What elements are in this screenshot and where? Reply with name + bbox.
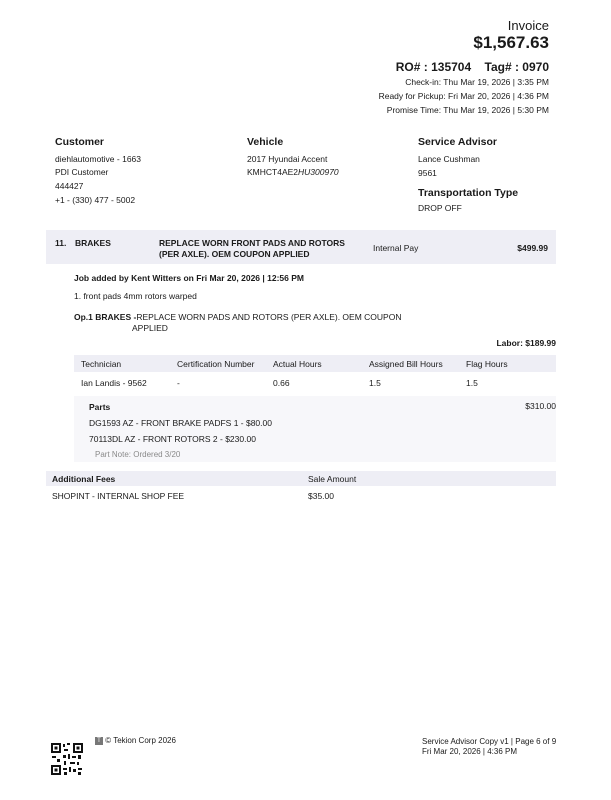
job-category: BRAKES (75, 238, 111, 248)
operation-line (74, 312, 414, 334)
col-flag-hours: Flag Hours (466, 359, 508, 369)
op-desc-line2: APPLIED (132, 323, 168, 333)
job-description-line1: REPLACE WORN FRONT PADS AND ROTORS (159, 238, 345, 248)
customer-phone: +1 - (330) 477 - 5002 (55, 194, 136, 205)
cell-flag-hours: 1.5 (466, 378, 478, 388)
labor-amount: Labor: $189.99 (496, 338, 556, 348)
promise-time: Promise Time: Thu Mar 19, 2026 | 5:30 PM (386, 105, 549, 115)
checkin-time: Check-in: Thu Mar 19, 2026 | 3:35 PM (405, 77, 549, 87)
invoice-total: $1,567.63 (473, 33, 549, 52)
parts-heading: Parts (89, 402, 111, 412)
col-technician: Technician (81, 359, 122, 369)
table-row (74, 374, 556, 390)
customer-id: 444427 (55, 181, 84, 191)
vehicle-model: 2017 Hyundai Accent (247, 154, 328, 164)
footer-copyright (95, 736, 176, 745)
advisor-section (418, 136, 518, 215)
col-assigned-bill-hours: Assigned Bill Hours (369, 359, 443, 369)
fees-heading: Additional Fees (52, 474, 116, 484)
job-description-line2: (PER AXLE). OEM COUPON APPLIED (159, 249, 310, 259)
op-label: Op.1 BRAKES - (74, 312, 137, 322)
vehicle-section (247, 136, 339, 178)
fees-amount-heading: Sale Amount (308, 474, 357, 484)
fee-name: SHOPINT - INTERNAL SHOP FEE (52, 491, 185, 501)
job-amount: $499.99 (517, 243, 548, 253)
transport-heading: Transportation Type (418, 187, 519, 199)
ro-number: 135704 (431, 60, 472, 74)
col-actual-hours: Actual Hours (273, 359, 322, 369)
job-description (159, 238, 345, 260)
op-desc-line1: REPLACE WORN PADS AND ROTORS (PER AXLE). OEM COUPON (136, 312, 402, 322)
customer-type: PDI Customer (55, 166, 109, 177)
ro-tag-line (396, 60, 549, 74)
fees-header (46, 471, 556, 486)
customer-section (55, 136, 141, 206)
ro-label: RO# : (395, 60, 428, 74)
advisor-heading: Service Advisor (418, 136, 497, 148)
advisor-name: Lance Cushman (418, 154, 480, 164)
tag-number: 0970 (522, 60, 549, 74)
cell-certification: - (177, 378, 180, 388)
parts-total: $310.00 (525, 401, 556, 411)
vehicle-vin (247, 166, 339, 179)
footer-copy-info: Service Advisor Copy v1 | Page 6 of 9 (422, 737, 557, 746)
ready-time: Ready for Pickup: Fri Mar 20, 2026 | 4:36 PM (378, 91, 549, 101)
labor-table-header (74, 355, 556, 372)
vehicle-heading: Vehicle (247, 136, 284, 148)
customer-heading: Customer (55, 136, 105, 148)
cell-assigned-bill-hours: 1.5 (369, 378, 381, 388)
parts-section (74, 396, 556, 462)
job-note: 1. front pads 4mm rotors warped (74, 291, 197, 301)
job-number: 11. (55, 238, 67, 248)
col-certification: Certification Number (177, 359, 255, 369)
footer-printed: Fri Mar 20, 2026 | 4:36 PM (422, 747, 518, 756)
part-item: 70113DL AZ - FRONT ROTORS 2 - $230.00 (89, 434, 256, 444)
job-header-band (46, 230, 556, 264)
job-added-by: Job added by Kent Witters on Fri Mar 20, 2026 | 12:56 PM (74, 273, 304, 283)
customer-name: diehlautomotive - 1663 (55, 154, 142, 164)
qr-code-icon (50, 742, 84, 776)
vin-suffix: HU300970 (298, 166, 339, 177)
tekion-logo-icon: T (95, 737, 103, 745)
fee-amount: $35.00 (308, 491, 334, 501)
table-row (46, 488, 556, 503)
tag-label: Tag# : (484, 60, 519, 74)
job-pay-type: Internal Pay (373, 243, 419, 253)
cell-technician: Ian Landis - 9562 (81, 378, 147, 388)
part-item: DG1593 AZ - FRONT BRAKE PADFS 1 - $80.00 (89, 418, 272, 428)
copyright-text: © Tekion Corp 2026 (105, 736, 176, 745)
transport-value: DROP OFF (418, 203, 462, 213)
part-note: Part Note: Ordered 3/20 (95, 450, 181, 459)
vin-prefix: KMHCT4AE2 (247, 166, 299, 177)
cell-actual-hours: 0.66 (273, 378, 290, 388)
invoice-title: Invoice (507, 18, 549, 33)
advisor-number: 9561 (418, 167, 437, 178)
